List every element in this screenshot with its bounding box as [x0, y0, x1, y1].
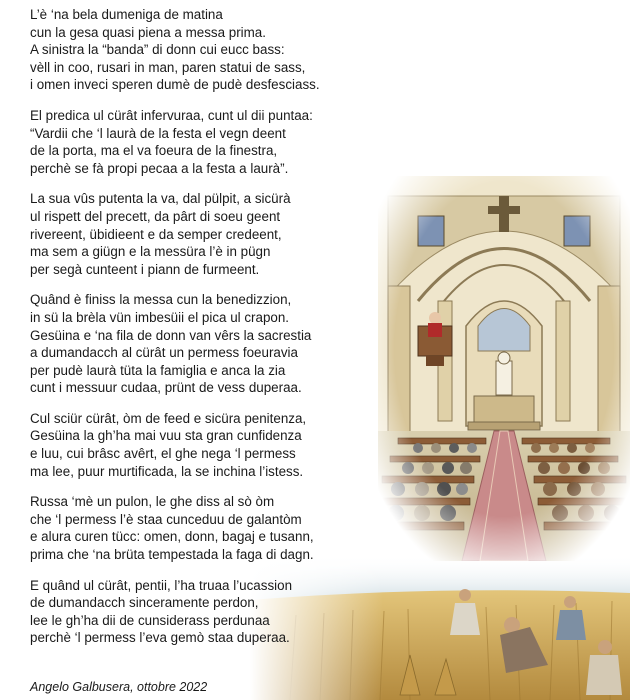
- poem-line: per pudè laurà tüta la famiglia e anca la zia: [30, 362, 286, 378]
- poem: [30, 6, 370, 660]
- church-interior-illustration: [378, 176, 630, 561]
- poem-line: vèll in coo, rusari in man, paren statui de sass,: [30, 59, 306, 75]
- poem-line: Quând è finiss la messa cun la benedizzion,: [30, 292, 292, 308]
- author-signature: Angelo Galbusera, ottobre 2022: [30, 680, 208, 694]
- poem-line: in sü la brèla vün imbesüii el pica ul crapon.: [30, 309, 290, 325]
- poem-line: per segà cunteent i piann de furmeent.: [30, 261, 260, 277]
- poem-line: Gesüina e ‘na fila de donn van vêrs la sacrestia: [30, 327, 312, 343]
- poem-line: i omen inveci speren dumè de pudè desfesciass.: [30, 77, 320, 93]
- stanza-6: [30, 493, 370, 563]
- poem-line: cun la gesa quasi piena a messa prima.: [30, 24, 266, 40]
- poem-line: El predica ul cürât infervuraa, cunt ul dii puntaa:: [30, 107, 313, 123]
- poem-line: de dumandacch sinceramente perdon,: [30, 595, 259, 611]
- stanza-7: [30, 577, 370, 647]
- poem-line: “Vardii che ‘l laurà de la festa el vegn deent: [30, 125, 286, 141]
- poem-line: e luu, cui brâsc avêrt, el ghe nega ‘l permess: [30, 446, 296, 462]
- poem-line: lee le gh’ha dii de cunsiderass perdunaa: [30, 612, 270, 628]
- poem-line: E quând ul cürât, pentii, l’ha truaa l’ucassion: [30, 577, 293, 593]
- stanza-2: [30, 107, 370, 177]
- poem-line: de la porta, ma el va foeura de la finestra,: [30, 143, 278, 159]
- stanza-5: [30, 410, 370, 480]
- poem-line: rivereent, übidieent e da semper credeent,: [30, 226, 282, 242]
- poem-line: La sua vûs putenta la va, dal pülpit, a sicürà: [30, 191, 291, 207]
- poem-line: perchè ‘l permess l’eva gemò staa duperaa.: [30, 630, 290, 646]
- stanza-1: [30, 6, 370, 94]
- poem-line: Cul sciür cürât, òm de feed e sicüra penitenza,: [30, 410, 307, 426]
- poem-line: ma lee, puur murtificada, la se inchina l’istess.: [30, 463, 304, 479]
- poem-line: ma sem a giügn e la messüra l’è in pügn: [30, 244, 271, 260]
- poem-line: che ‘l permess l’è staa cunceduu de galantòm: [30, 511, 302, 527]
- poem-line: ul rispett del precett, da pârt di soeu geent: [30, 208, 281, 224]
- poem-line: Russa ‘mè un pulon, le ghe diss al sò òm: [30, 494, 275, 510]
- poem-line: e alura curen tücc: omen, donn, bagaj e tusann,: [30, 529, 314, 545]
- poem-line: a dumandacch al cürât un permess foeuravia: [30, 345, 298, 361]
- poem-line: L’è ‘na bela dumeniga de matina: [30, 7, 223, 22]
- stanza-3: [30, 190, 370, 278]
- stanza-4: [30, 291, 370, 397]
- poem-line: cunt i messuur cudaa, prünt de vess duperaa.: [30, 380, 302, 396]
- poem-line: Gesüina la gh’ha mai vuu sta gran cunfidenza: [30, 428, 302, 444]
- poem-line: perchè se fà propi pecaa a la festa a laurà”.: [30, 160, 289, 176]
- poem-line: A sinistra la “banda” di donn cui eucc bass:: [30, 42, 285, 58]
- poem-line: prima che ‘na brüta tempestada la faga di dagn.: [30, 547, 314, 563]
